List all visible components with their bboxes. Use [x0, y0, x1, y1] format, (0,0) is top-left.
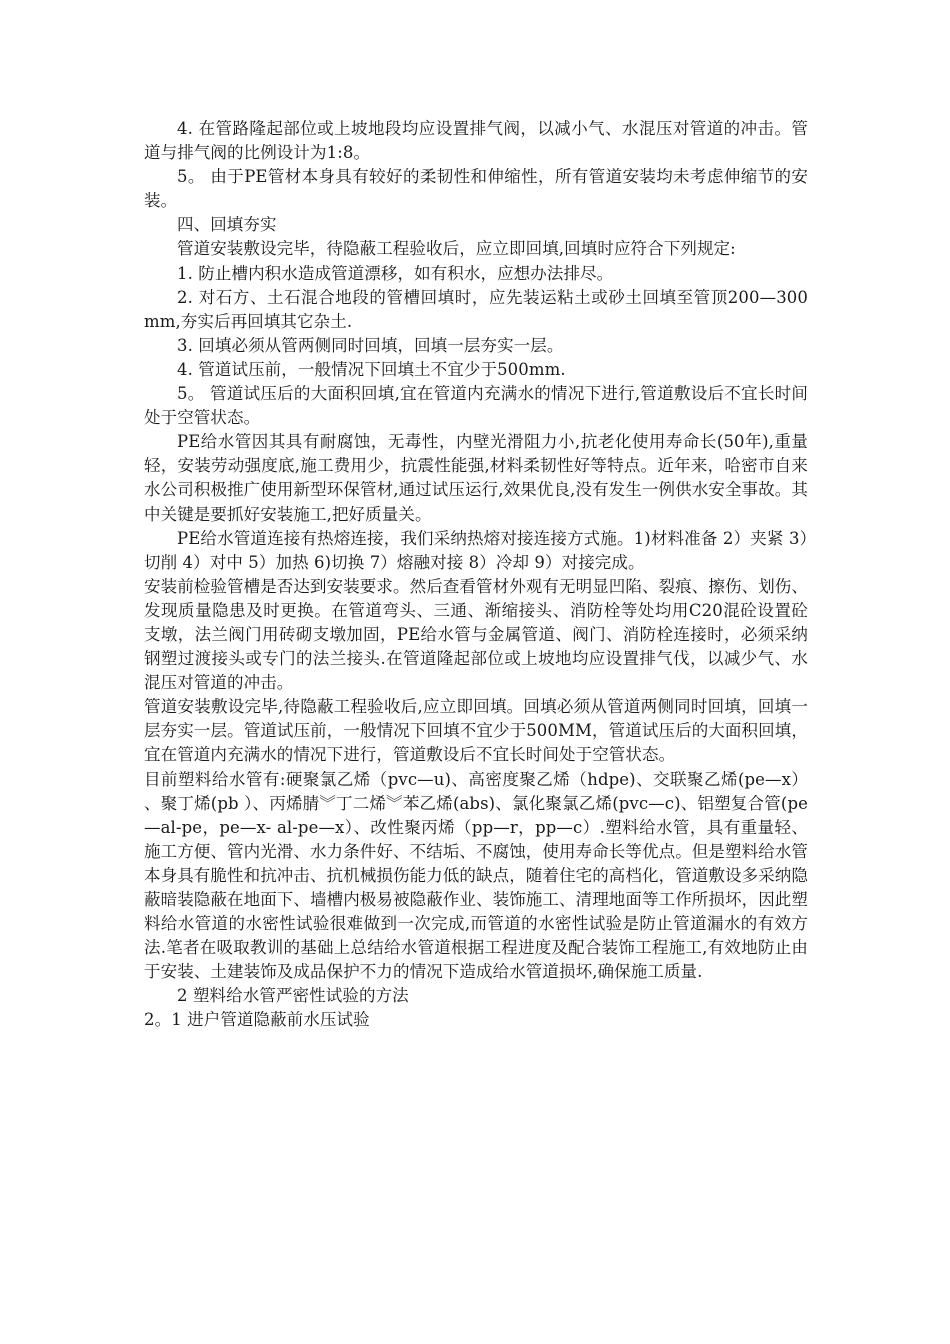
paragraph: 管道安装敷设完毕,待隐蔽工程验收后,应立即回填。回填必须从管道两侧同时回填，回填一层夯实一层。管道试压前，一般情况下回填不宜少于500MM，管道试压后的大面积回填，宜在管道内充满水的情况下进行，管道敷设后不宜长时间处于空管状态。 [144, 697, 808, 765]
paragraph: 2 塑料给水管严密性试验的方法 [177, 986, 409, 1006]
paragraph: 3. 回填必须从管两侧同时回填，回填一层夯实一层。 [177, 335, 564, 355]
paragraph: 目前塑料给水管有:硬聚氯乙烯（pvc—u)、高密度聚乙烯（hdpe)、交联聚乙烯(pe—x） 、聚丁烯(pb ）、丙烯腈︾丁二烯︾苯乙烯(abs)、氯化聚氯乙烯(pvc—c)、铝塑复合管(pe—al-pe，pe—x- al-pe—x）、改性聚丙烯（pp—r，pp—c）.塑料给水管，具有重量轻、施工方便、管内光滑、水力条件好、不结垢、不腐蚀，使用寿命长等优点。但是塑料给水管本身具有脆性和抗冲击、抗机械损伤能力低的缺点，随着住宅的高档化，管道敷设多采纳隐蔽暗装隐蔽在地面下、墙槽内极易被隐蔽作业、装饰施工、清理地面等工作所损坏，因此塑料给水管道的水密性试验很难做到一次完成,而管道的水密性试验是防止管道漏水的有效方法.笔者在吸取教训的基础上总结给水管道根据工程进度及配合装饰工程施工,有效地防止由于安装、土建装饰及成品保护不力的情况下造成给水管道损坏,确保施工质量. [144, 769, 808, 982]
document-body [144, 117, 808, 1033]
paragraph: PE给水管因其具有耐腐蚀，无毒性，内壁光滑阻力小,抗老化使用寿命长(50年),重量轻，安装劳动强度底,施工费用少，抗震性能强,材料柔韧性好等特点。近年来，哈密市自来水公司积极推广使用新型环保管材,通过试压运行,效果优良,没有发生一例供水安全事故。其中关键是要抓好安装施工,把好质量关。 [144, 432, 808, 524]
paragraph: 4. 在管路隆起部位或上坡地段均应设置排气阀，以减小气、水混压对管道的冲击。管道与排气阀的比例设计为1:8。 [144, 119, 808, 163]
paragraph: 1. 防止槽内积水造成管道漂移，如有积水，应想办法排尽。 [177, 263, 614, 283]
paragraph: 5。 由于PE管材本身具有较好的柔韧性和伸缩性，所有管道安装均未考虑伸缩节的安装。 [144, 167, 808, 211]
paragraph: 管道安装敷设完毕，待隐蔽工程验收后，应立即回填,回填时应符合下列规定: [177, 239, 736, 259]
paragraph: PE给水管道连接有热熔连接，我们采纳热熔对接连接方式施。1)材料准备 2）夹紧 3）切削 4）对中 5）加热 6)切换 7）熔融对接 8）冷却 9）对接完成。 [144, 528, 808, 572]
paragraph: 2. 对石方、土石混合地段的管槽回填时，应先装运粘土或砂土回填至管顶200—300mm,夯实后再回填其它杂土. [144, 287, 808, 331]
paragraph: 4. 管道试压前，一般情况下回填土不宜少于500mm. [177, 359, 566, 379]
paragraph: 2。1 进户管道隐蔽前水压试验 [144, 1010, 370, 1030]
paragraph: 四、回填夯实 [177, 215, 277, 235]
paragraph: 5。 管道试压后的大面积回填,宜在管道内充满水的情况下进行,管道敷设后不宜长时间处于空管状态。 [144, 384, 808, 428]
paragraph: 安装前检验管槽是否达到安装要求。然后查看管材外观有无明显凹陷、裂痕、擦伤、划伤、发现质量隐患及时更换。在管道弯头、三通、渐缩接头、消防栓等处均用C20混砼设置砼支墩，法兰阀门用砖砌支墩加固，PE给水管与金属管道、阀门、消防栓连接时，必须采纳钢塑过渡接头或专门的法兰接头.在管道隆起部位或上坡地均应设置排气伐，以减少气、水混压对管道的冲击。 [144, 576, 808, 693]
